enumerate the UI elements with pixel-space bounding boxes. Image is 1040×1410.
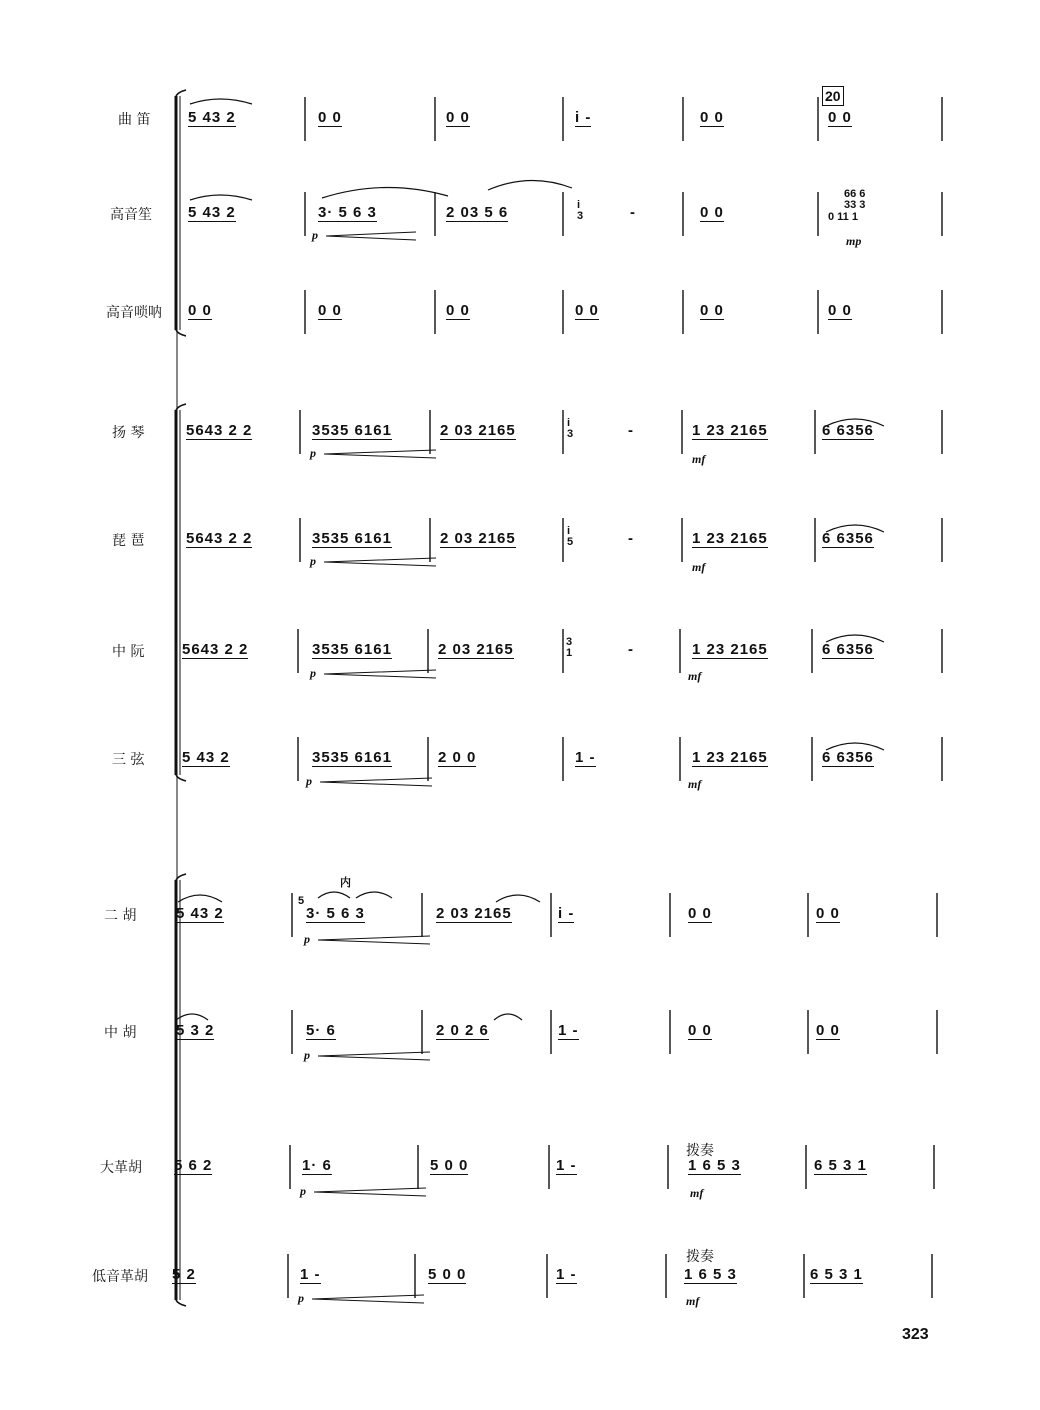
measure-notation: 1 6 5 3 xyxy=(688,1157,741,1174)
slur xyxy=(488,180,572,190)
measure-notation: 3· 5 6 3 xyxy=(306,905,365,922)
rehearsal-mark: 20 xyxy=(822,86,844,106)
dynamic-marking: p xyxy=(310,554,316,568)
slur xyxy=(322,187,448,198)
dynamic-marking: p xyxy=(312,228,318,242)
slur xyxy=(190,195,252,200)
measure-notation: 0 0 xyxy=(700,302,724,319)
instrument-label: 高音唢呐 xyxy=(106,305,162,321)
measure-notation: 0 0 xyxy=(700,204,724,221)
dynamic-marking: p xyxy=(300,1184,306,1198)
dynamic-marking: p xyxy=(304,932,310,946)
measure-notation: 2 03 2165 xyxy=(436,905,512,922)
instrument-label: 曲 笛 xyxy=(118,112,151,128)
dynamic-marking: mf xyxy=(688,669,702,683)
instrument-label: 二 胡 xyxy=(104,908,137,924)
measure-notation: 5643 2 2 xyxy=(186,422,253,439)
measure-notation: 1 23 2165 xyxy=(692,641,768,658)
measure-notation: 3· 5 6 3 xyxy=(318,204,377,221)
measure-notation: 5 43 2 xyxy=(188,109,236,126)
measure-notation: 1· 6 xyxy=(302,1157,332,1174)
pizz-annotation: 拨奏 xyxy=(686,1143,714,1159)
dynamic-marking: p xyxy=(310,666,316,680)
measure-notation: 6 6356 xyxy=(822,530,874,547)
dynamic-marking: p xyxy=(310,446,316,460)
measure-notation: 1 23 2165 xyxy=(692,422,768,439)
measure-notation: 5 2 xyxy=(172,1266,196,1283)
crescendo-hairpin xyxy=(324,450,436,458)
dynamic-marking: mf xyxy=(690,1186,704,1200)
grace-note: 5 xyxy=(298,895,305,907)
instrument-label: 中 阮 xyxy=(112,644,145,660)
dynamic-marking: p xyxy=(306,774,312,788)
slur xyxy=(318,892,350,898)
chord-note: 3 xyxy=(567,428,574,440)
pizz-annotation: 拨奏 xyxy=(686,1249,714,1265)
measure-notation: 1 - xyxy=(556,1157,577,1174)
measure-notation: 3535 6161 xyxy=(312,530,392,547)
measure-notation: 3535 6161 xyxy=(312,749,392,766)
measure-notation: 5 0 0 xyxy=(428,1266,467,1283)
instrument-label: 扬 琴 xyxy=(112,425,145,441)
chord-note: 0 11 1 xyxy=(828,211,858,223)
slur xyxy=(190,99,252,104)
measure-notation: 5 6 2 xyxy=(174,1157,213,1174)
measure-notation: 0 0 xyxy=(318,302,342,319)
dynamic-marking: mf xyxy=(688,777,702,791)
sustain-dash: - xyxy=(628,530,634,547)
measure-notation: 5 43 2 xyxy=(182,749,230,766)
measure-notation: i - xyxy=(575,109,592,126)
instrument-label: 高音笙 xyxy=(110,207,152,223)
dynamic-marking: p xyxy=(298,1291,304,1305)
dynamic-marking: p xyxy=(304,1048,310,1062)
slur xyxy=(496,895,540,902)
dynamic-marking: mf xyxy=(686,1294,700,1308)
measure-notation: 1 23 2165 xyxy=(692,749,768,766)
chord-note: 66 6 xyxy=(844,188,866,200)
chord-note: 3 xyxy=(566,636,573,648)
measure-notation: 0 0 xyxy=(816,905,840,922)
measure-notation: 1 23 2165 xyxy=(692,530,768,547)
instrument-label: 低音革胡 xyxy=(92,1269,148,1285)
crescendo-hairpin xyxy=(318,1052,430,1060)
instrument-label: 大革胡 xyxy=(100,1160,142,1176)
measure-notation: 6 6356 xyxy=(822,641,874,658)
chord-note: 1 xyxy=(566,647,573,659)
measure-notation: 1 6 5 3 xyxy=(684,1266,737,1283)
sustain-dash: - xyxy=(628,422,634,439)
measure-notation: 5· 6 xyxy=(306,1022,336,1039)
measure-notation: 6 5 3 1 xyxy=(810,1266,863,1283)
measure-notation: 6 6356 xyxy=(822,422,874,439)
measure-notation: 5643 2 2 xyxy=(182,641,249,658)
crescendo-hairpin xyxy=(326,232,416,240)
measure-notation: 5 3 2 xyxy=(176,1022,215,1039)
measure-notation: 5643 2 2 xyxy=(186,530,253,547)
sustain-dash: - xyxy=(628,641,634,658)
chord-note: i xyxy=(577,199,581,211)
slur xyxy=(356,892,392,898)
bracket-hook-bottom xyxy=(176,1300,186,1306)
chord-note: i xyxy=(567,525,571,537)
measure-notation: 6 6356 xyxy=(822,749,874,766)
instrument-label: 琵 琶 xyxy=(112,533,145,549)
measure-notation: 6 5 3 1 xyxy=(814,1157,867,1174)
instrument-label: 三 弦 xyxy=(112,752,145,768)
measure-notation: 0 0 xyxy=(318,109,342,126)
measure-notation: 0 0 xyxy=(700,109,724,126)
crescendo-hairpin xyxy=(314,1188,426,1196)
measure-notation: 2 03 2165 xyxy=(440,530,516,547)
measure-notation: 2 0 2 6 xyxy=(436,1022,489,1039)
crescendo-hairpin xyxy=(324,670,436,678)
chord-note: 5 xyxy=(567,536,574,548)
chord-note: 33 3 xyxy=(844,199,866,211)
chord-note: i xyxy=(567,417,571,429)
measure-notation: 1 - xyxy=(556,1266,577,1283)
instrument-label: 中 胡 xyxy=(104,1025,137,1041)
crescendo-hairpin xyxy=(320,778,432,786)
dynamic-marking: mf xyxy=(692,560,706,574)
measure-notation: 3535 6161 xyxy=(312,422,392,439)
chord-note: 3 xyxy=(577,210,584,222)
page-number: 323 xyxy=(902,1326,929,1343)
measure-notation: 0 0 xyxy=(828,109,852,126)
crescendo-hairpin xyxy=(324,558,436,566)
measure-notation: 0 0 xyxy=(828,302,852,319)
measure-notation: 1 - xyxy=(575,749,596,766)
crescendo-hairpin xyxy=(318,936,430,944)
measure-notation: 0 0 xyxy=(816,1022,840,1039)
crescendo-hairpin xyxy=(312,1295,424,1303)
measure-notation: 0 0 xyxy=(688,1022,712,1039)
measure-notation: 5 0 0 xyxy=(430,1157,469,1174)
measure-notation: 1 - xyxy=(300,1266,321,1283)
measure-notation: 1 - xyxy=(558,1022,579,1039)
measure-notation: 2 03 2165 xyxy=(438,641,514,658)
sustain-dash: - xyxy=(630,204,636,221)
measure-notation: 0 0 xyxy=(188,302,212,319)
measure-notation: 0 0 xyxy=(688,905,712,922)
slur xyxy=(494,1014,522,1020)
measure-notation: 5 43 2 xyxy=(176,905,224,922)
measure-notation: 0 0 xyxy=(446,302,470,319)
measure-notation: 2 03 5 6 xyxy=(446,204,509,221)
measure-notation: 3535 6161 xyxy=(312,641,392,658)
measure-notation: 0 0 xyxy=(575,302,599,319)
dynamic-marking: mp xyxy=(846,234,862,248)
measure-notation: 5 43 2 xyxy=(188,204,236,221)
slur xyxy=(176,1014,208,1020)
slur xyxy=(178,895,222,902)
measure-notation: i - xyxy=(558,905,575,922)
dynamic-marking: mf xyxy=(692,452,706,466)
measure-notation: 0 0 xyxy=(446,109,470,126)
bracket-hook-top xyxy=(176,90,186,96)
measure-notation: 2 0 0 xyxy=(438,749,477,766)
measure-notation: 2 03 2165 xyxy=(440,422,516,439)
bowing-mark-nei: 内 xyxy=(340,877,351,889)
